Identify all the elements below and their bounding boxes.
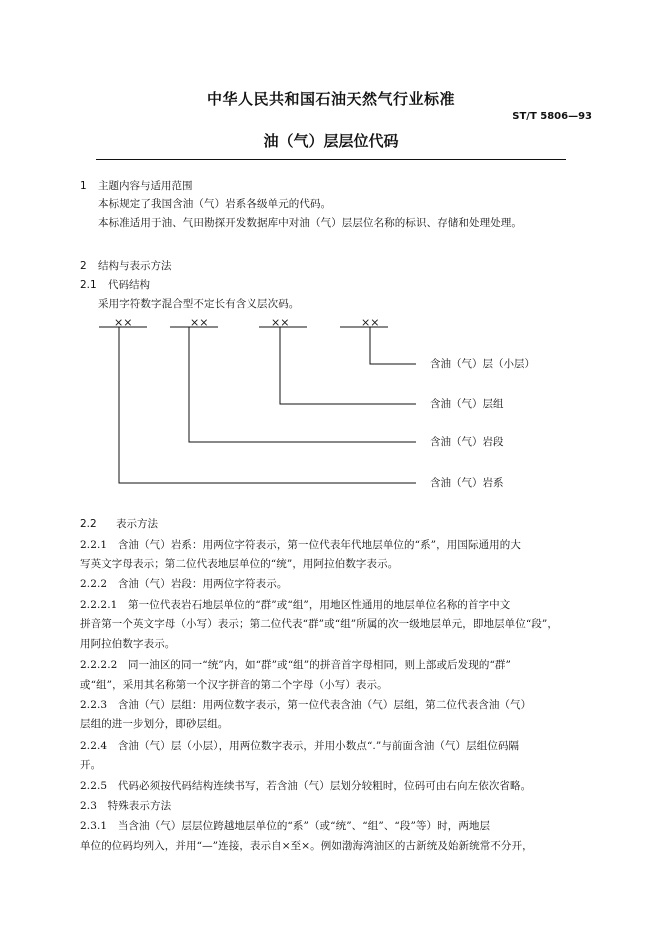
text-line: 2.2.2.1 第一位代表岩石地层单位的“群”或“组”，用地区性通用的地层单位名称的首字中文 xyxy=(80,599,511,611)
text-line: 写英文字母表示；第二位代表地层单位的“统”，用阿拉伯数字表示。 xyxy=(80,558,399,570)
label-oil-layer: 含油（气）层（小层） xyxy=(430,358,535,370)
text-line: 2.2.4 含油（气）层（小层），用两位数字表示，并用小数点“.”与前面含油（气）层组位码隔 xyxy=(80,740,520,752)
digit-pair-2: ×× xyxy=(190,316,209,329)
label-rock-member: 含油（气）岩段 xyxy=(430,436,504,448)
section-number: 2.2 xyxy=(80,518,97,530)
text-line: 2.2.2.2 同一油区的同一“统”内，如“群”或“组”的拼音首字母相同，则上部或后发现的“群” xyxy=(80,659,511,671)
text-line: 2.2.1 含油（气）岩系：用两位字符表示，第一位代表年代地层单位的“系”，用国际通用的大 xyxy=(80,539,521,551)
section-title: 结构与表示方法 xyxy=(98,260,172,272)
digit-pair-1: ×× xyxy=(114,316,133,329)
section-number: 1 xyxy=(80,180,87,192)
section-2-2-heading xyxy=(80,516,158,531)
text-line: 用阿拉伯数字表示。 xyxy=(80,638,176,650)
connector-rock-member xyxy=(189,327,416,442)
sec1-paragraph-2: 本标准适用于油、气田勘探开发数据库中对油（气）层层位名称的标识、存储和处理处理。 xyxy=(98,217,522,229)
section-title: 表示方法 xyxy=(116,518,158,530)
section-2-heading xyxy=(80,258,172,273)
digit-pair-3: ×× xyxy=(271,316,290,329)
text-line: 2.3 特殊表示方法 xyxy=(80,800,172,812)
text-line: 或“组”，采用其名称第一个汉字拼音的第二个字母（小写）表示。 xyxy=(80,679,388,691)
label-rock-series: 含油（气）岩系 xyxy=(430,477,504,489)
sec1-paragraph-1: 本标规定了我国含油（气）岩系各级单元的代码。 xyxy=(98,198,332,210)
text-line: 2.2.3 含油（气）层组：用两位数字表示，第一位代表含油（气）层组，第二位代表含油（气） xyxy=(80,699,532,711)
connector-layer xyxy=(370,327,416,364)
text-line: 拼音第一个英文字母（小写）表示；第二位代表“群”或“组”所属的次一级地层单元，即地层单位“段”， xyxy=(80,618,559,630)
org-title: 中华人民共和国石油天然气行业标准 xyxy=(206,90,455,108)
text-line: 2.2.5 代码必须按代码结构连续书写，若含油（气）层划分较粗时，位码可由右向左依次省略。 xyxy=(80,780,532,792)
connector-layer-group xyxy=(280,327,416,404)
text-line: 开。 xyxy=(80,759,102,771)
section-2-1-heading xyxy=(80,277,150,292)
document-title: 油（气）层层位代码 xyxy=(263,132,399,150)
digit-pair-4: ×× xyxy=(361,316,380,329)
code-structure-text: 采用字符数字混合型不定长有含义层次码。 xyxy=(98,298,300,310)
title-rule xyxy=(96,159,566,160)
text-line: 2.2.2 含油（气）岩段：用两位字符表示。 xyxy=(80,578,288,590)
text-line: 层组的进一步划分，即砂层组。 xyxy=(80,718,229,730)
connector-rock-series xyxy=(119,327,416,483)
section-number: 2.1 xyxy=(80,279,97,291)
section-title: 主题内容与适用范围 xyxy=(98,180,193,192)
standard-code: ST/T 5806—93 xyxy=(512,111,592,122)
section-title: 代码结构 xyxy=(108,279,150,291)
text-line: 单位的位码均列入，并用“—”连接，表示自×至×。例如渤海湾油区的古新统及始新统常不分开， xyxy=(80,840,533,852)
section-1-heading xyxy=(80,178,193,193)
text-line: 2.3.1 当含油（气）层层位跨越地层单位的“系”（或“统”、“组”、“段”等）时，两地层 xyxy=(80,820,491,832)
label-layer-group: 含油（气）层组 xyxy=(430,398,504,410)
section-number: 2 xyxy=(80,260,87,272)
